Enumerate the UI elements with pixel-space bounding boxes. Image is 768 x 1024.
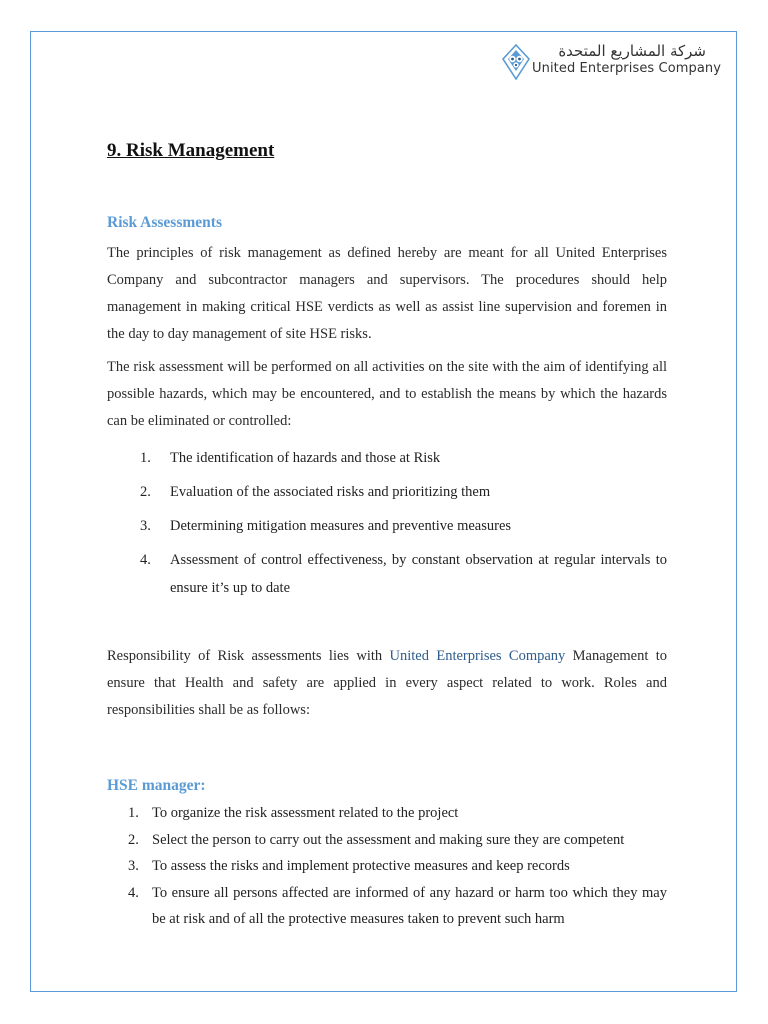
list-item (140, 444, 667, 472)
list-item (140, 546, 667, 602)
list-item (128, 880, 667, 933)
list-item (128, 853, 667, 880)
list-item (128, 800, 667, 827)
list-item-number: 2. (140, 484, 151, 500)
list-item-text: To assess the risks and implement protective measures and keep records (152, 858, 570, 874)
list-item-number: 1. (140, 450, 151, 466)
responsibility-text-start: Responsibility of Risk assessments lies with (107, 648, 390, 664)
list-item-text: Assessment of control effectiveness, by constant observation at regular intervals to ensure it’s up to date (170, 552, 667, 596)
hse-manager-heading: HSE manager: (107, 777, 206, 794)
hse-manager-duties-list (128, 800, 667, 933)
risk-principles-paragraph: The principles of risk management as defined hereby are meant for all United Enterprises Company and subcontractor managers and supervisors. The procedures should help management in making critical HSE verdicts as well as assist line supervision and foremen in the day to day management of site HSE risks. (107, 245, 667, 342)
responsibility-text-end: Management to ensure that Health and safety are applied in every aspect related to work. Roles and responsibilities shall be as follows: (107, 648, 667, 718)
company-name-english: United Enterprises Company (532, 61, 722, 76)
section-title: 9. Risk Management (107, 140, 275, 161)
risk-assessments-heading: Risk Assessments (107, 214, 222, 231)
list-item-text: Determining mitigation measures and preventive measures (170, 518, 512, 534)
list-item-text: The identification of hazards and those at Risk (170, 450, 441, 466)
risk-assessment-paragraph: The risk assessment will be performed on all activities on the site with the aim of identifying all possible hazards, which may be encountered, and to establish the means by which the hazards can be eliminated or controlled: (107, 359, 667, 429)
responsibility-company-name: United Enterprises Company (389, 648, 566, 664)
list-item (140, 512, 667, 540)
list-item-number: 4. (128, 884, 139, 901)
list-item-number: 3. (128, 858, 139, 874)
list-item (140, 478, 667, 506)
list-item-text: Evaluation of the associated risks and prioritizing them (170, 484, 491, 500)
assessment-steps-list (140, 444, 667, 608)
company-logo (500, 40, 722, 84)
company-name-arabic: شركة المشاريع المتحدة (558, 42, 706, 60)
list-item-number: 3. (140, 518, 151, 534)
list-item-text: Select the person to carry out the assessment and making sure they are competent (152, 831, 625, 848)
list-item-number: 1. (128, 805, 139, 821)
list-item-number: 2. (128, 831, 139, 848)
list-item-text: To ensure all persons affected are informed of any hazard or harm too which they may be at risk and of all the protective measures taken to prevent such harm (152, 884, 667, 927)
responsibility-paragraph (107, 643, 667, 724)
ue-diamond-logo-icon (502, 44, 530, 80)
list-item (128, 827, 667, 854)
list-item-text: To organize the risk assessment related to the project (152, 805, 459, 821)
list-item-number: 4. (140, 552, 151, 568)
